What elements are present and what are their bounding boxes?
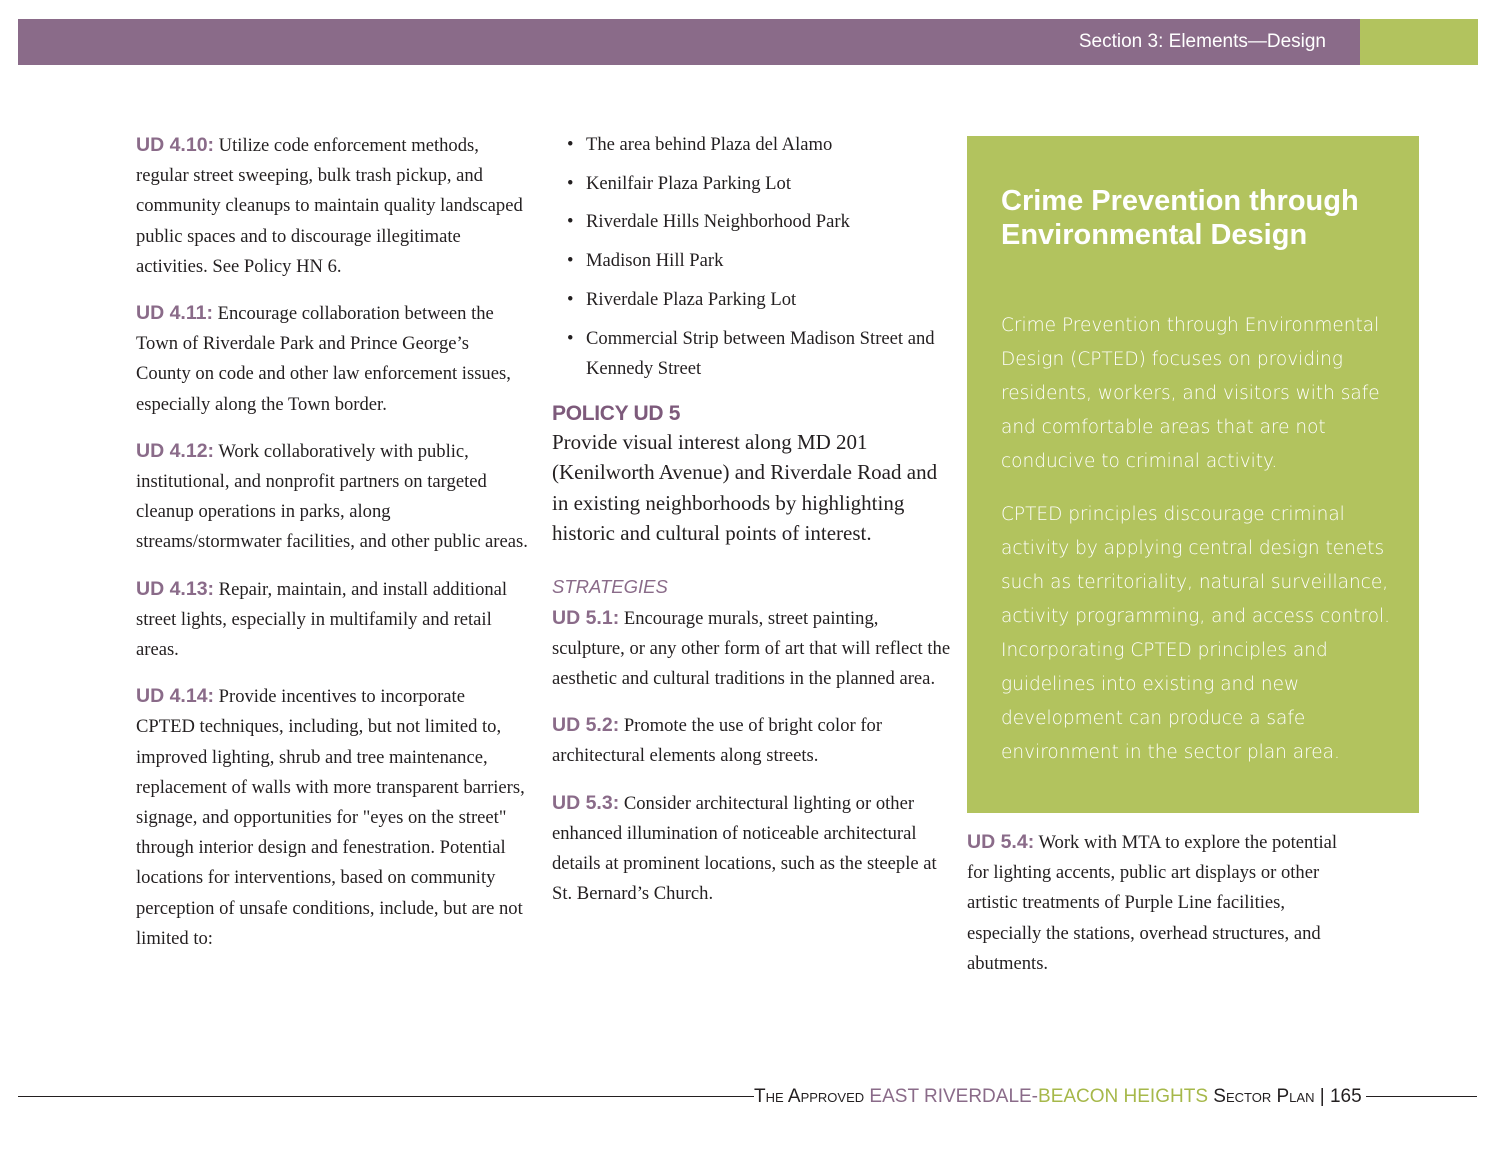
strategy-label: UD 4.11: xyxy=(136,302,213,325)
strategy-text: Utilize code enforcement methods, regular street sweeping, bulk trash pickup, and community cleanups to maintain quality landscaped public spaces and to discourage illegitimate activities. See Policy HN 6. xyxy=(136,135,523,277)
column-3 xyxy=(967,827,1347,979)
strategy-text: Provide incentives to incorporate CPTED techniques, including, but not limited to, improved lighting, shrub and tree maintenance, replacement of walls with more transparent barriers, signage, and opportunities for "eyes on the street" through interior design and fenestration. Potential locations for interventions, based on community perception of unsafe conditions, include, but are not limited to: xyxy=(136,686,525,949)
strategy-ud-4-12 xyxy=(136,436,528,558)
bullet-icon: • xyxy=(567,134,574,155)
footer-rule-right xyxy=(1360,1096,1477,1097)
list-item: • Kenilfair Plaza Parking Lot xyxy=(552,169,952,199)
list-item: • Riverdale Hills Neighborhood Park xyxy=(552,207,952,237)
bullet-icon: • xyxy=(567,327,574,349)
strategy-ud-4-10 xyxy=(136,130,528,282)
location-list xyxy=(552,130,952,384)
column-1 xyxy=(136,130,528,954)
sidebar-paragraph: Crime Prevention through Environmental Design (CPTED) focuses on providing residents, workers, and visitors with safe and comfortable areas that are not conducive to criminal activity. xyxy=(1001,315,1380,472)
strategies-label: STRATEGIES xyxy=(552,575,668,597)
section-header-band xyxy=(18,19,1360,65)
strategy-label: UD 5.2: xyxy=(552,714,620,737)
strategy-ud-4-14 xyxy=(136,681,528,954)
bullet-icon: • xyxy=(567,288,574,310)
sidebar-title: Crime Prevention through Environmental Design xyxy=(1001,185,1359,251)
strategy-label: UD 4.10: xyxy=(136,134,215,156)
policy-text: Provide visual interest along MD 201 (Kenilworth Avenue) and Riverdale Road and in existing neighborhoods by highlighting historic and cultural points of interest. xyxy=(552,429,938,546)
strategy-ud-5-4 xyxy=(967,827,1347,979)
strategy-ud-5-2 xyxy=(552,710,952,771)
footer-plan-name-part1: EAST RIVERDALE- xyxy=(869,1086,1039,1107)
footer-plan-name-part2: BEACON HEIGHTS xyxy=(1038,1086,1208,1107)
strategy-label: UD 5.1: xyxy=(552,606,620,629)
strategy-ud-4-13 xyxy=(136,574,528,666)
bullet-icon: • xyxy=(567,172,574,194)
strategy-text: Promote the use of bright color for architectural elements along streets. xyxy=(552,715,883,767)
section-title: Section 3: Elements—Design xyxy=(1078,31,1326,52)
list-item: • Commercial Strip between Madison Street and Kennedy Street xyxy=(552,324,952,384)
bullet-icon: • xyxy=(567,211,574,233)
strategy-ud-4-11 xyxy=(136,298,528,420)
strategy-text: Consider architectural lighting or other enhanced illumination of noticeable architectural details at prominent locations, such as the steeple at St. Bernard’s Church. xyxy=(552,792,937,905)
footer-prefix: The Approved xyxy=(754,1086,870,1107)
strategy-text: Encourage murals, street painting, sculpture, or any other form of art that will reflect the aesthetic and cultural traditions in the planned area. xyxy=(552,607,951,689)
strategy-label: UD 4.14: xyxy=(136,685,215,708)
sidebar-paragraph: CPTED principles discourage criminal activity by applying central design tenets such as territoriality, natural surveillance, activity programming, and access control. Incorporating CPTED principles and guidelines into existing and new development can produce a safe environment in the sector plan area. xyxy=(1001,504,1391,763)
strategy-label: UD 4.12: xyxy=(136,439,215,462)
strategy-ud-5-1 xyxy=(552,603,952,695)
policy-heading: POLICY UD 5 xyxy=(552,401,681,425)
footer-suffix: Sector Plan xyxy=(1208,1086,1315,1107)
page-footer xyxy=(754,1083,1366,1111)
footer-separator: | xyxy=(1314,1086,1330,1107)
list-item: • Riverdale Plaza Parking Lot xyxy=(552,285,952,315)
strategy-label: UD 5.4: xyxy=(967,831,1035,853)
strategy-text: Repair, maintain, and install additional street lights, especially in multifamily and retail areas. xyxy=(136,578,508,661)
strategy-text: Work collaboratively with public, institutional, and nonprofit partners on targeted cleanup operations in parks, along streams/stormwater facilities, and other public areas. xyxy=(136,440,528,553)
strategy-ud-5-3 xyxy=(552,788,952,910)
list-item: • Madison Hill Park xyxy=(552,246,952,276)
footer-rule-left xyxy=(18,1096,754,1097)
list-item: • The area behind Plaza del Alamo xyxy=(552,130,952,160)
cpted-sidebar xyxy=(967,136,1419,813)
strategy-text: Work with MTA to explore the potential for lighting accents, public art displays or other artistic treatments of Purple Line facilities, especially the stations, overhead structures, and abutments. xyxy=(967,832,1338,974)
column-2 xyxy=(552,130,952,909)
strategy-label: UD 5.3: xyxy=(552,791,620,814)
bullet-icon: • xyxy=(567,250,574,272)
header-accent-block xyxy=(1360,19,1478,65)
page-number: 165 xyxy=(1329,1086,1362,1107)
strategy-label: UD 4.13: xyxy=(136,577,215,600)
strategy-text: Encourage collaboration between the Town of Riverdale Park and Prince George’s County on code and other law enforcement issues, especially along the Town border. xyxy=(136,303,511,415)
